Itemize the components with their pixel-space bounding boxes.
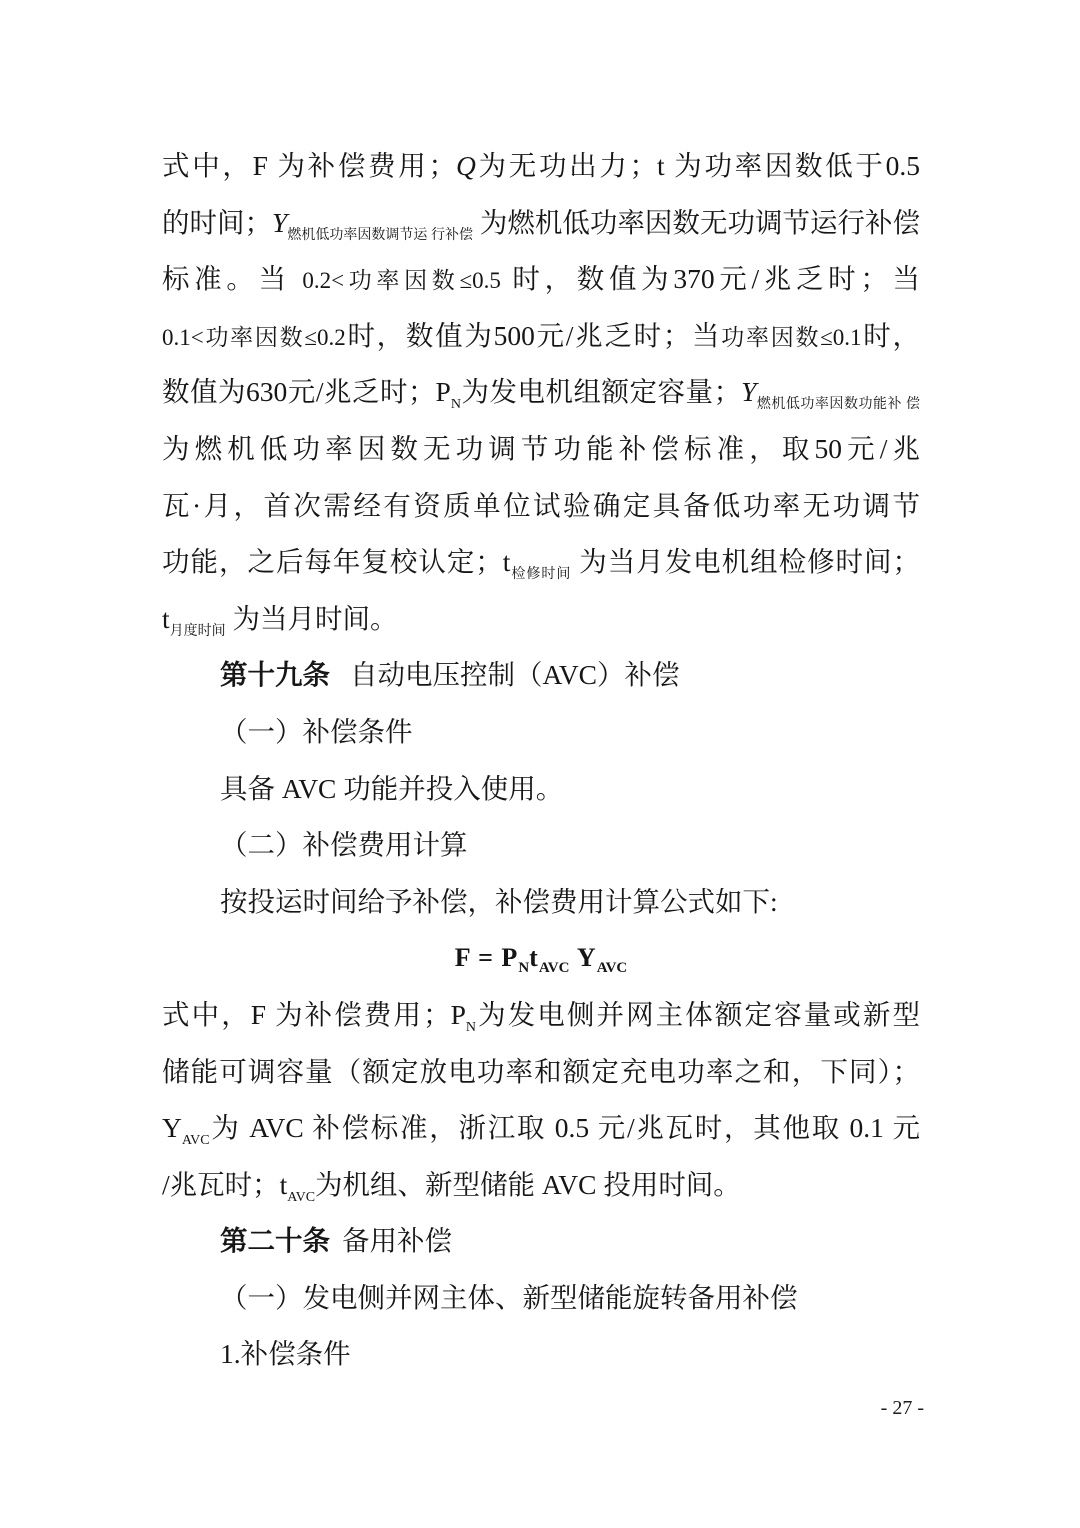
text-segment: Y (162, 1112, 182, 1144)
text-line (162, 1044, 920, 1101)
text-segment: 为无功出力；t 为功率因数低于0.5 (475, 150, 920, 181)
text-line (162, 195, 920, 252)
text-segment: 按投运时间给予补偿，补偿费用计算公式如下: (220, 885, 778, 917)
text-segment: 的时间； (162, 206, 273, 238)
text-line (162, 817, 920, 874)
text-segment: F = P (454, 943, 519, 973)
text-line (162, 1326, 920, 1383)
formula-line (162, 930, 920, 987)
text-segment: 备用补偿 (342, 1225, 452, 1257)
text-segment: 时，数值为370元/兆乏时；当 (500, 263, 920, 295)
article-20-heading (162, 1213, 920, 1270)
subscript-text: N (465, 1019, 476, 1035)
subscript-text: AVC (538, 960, 570, 977)
subscript-text: 燃机低功率因数调节运 行补偿 (287, 227, 473, 243)
text-segment: 时，数值为500元/兆乏时；当 (345, 319, 722, 351)
text-line (162, 534, 920, 591)
text-segment: 功率因数≤0.1 (721, 324, 862, 350)
subscript-text: AVC (596, 960, 628, 977)
subscript-text: N (518, 960, 530, 977)
text-line (162, 1270, 920, 1327)
article-19-heading (162, 647, 920, 704)
text-segment: t (529, 943, 539, 973)
text-segment: Q (455, 150, 476, 181)
text-segment: /兆瓦时；t (162, 1168, 288, 1200)
text-segment: 为当月发电机组检修时间； (571, 546, 920, 578)
text-segment: Y (569, 943, 597, 973)
text-segment: 储能可调容量（额定放电功率和额定充电功率之和，下同）； (162, 1055, 920, 1087)
subscript-text: AVC (287, 1189, 316, 1205)
text-segment: 为发电侧并网主体额定容量或新型 (476, 998, 920, 1030)
text-segment: 式中，F 为补偿费用； (162, 150, 456, 181)
text-segment: Y (741, 376, 757, 408)
text-segment: 自动电压控制（AVC）补偿 (350, 659, 680, 691)
text-segment: 为当月时间。 (225, 602, 398, 634)
text-line (162, 591, 920, 648)
text-line (162, 478, 920, 535)
text-line (162, 874, 920, 931)
text-line (162, 251, 920, 308)
subscript-text: N (450, 397, 461, 413)
text-segment: 第二十条 (220, 1225, 330, 1257)
page-number: - 27 - (880, 1397, 924, 1419)
text-segment: 为发电机组额定容量； (460, 376, 742, 408)
text-segment: t (162, 602, 170, 634)
text-segment: Y (272, 206, 288, 238)
text-segment: 为燃机低功率因数无功调节运行补偿 (472, 206, 920, 238)
text-segment: 标准。当 (162, 263, 303, 295)
text-segment: 瓦·月，首次需经有资质单位试验确定具备低功率无功调节 (162, 489, 920, 521)
document-body (162, 138, 920, 1383)
text-segment: 为燃机低功率因数无功调节功能补偿标准，取50元/兆 (162, 432, 920, 464)
text-segment: 为 AVC 补偿标准，浙江取 0.5 元/兆瓦时，其他取 0.1 元 (209, 1112, 920, 1144)
text-segment: （二）补偿费用计算 (220, 829, 468, 861)
text-line (162, 308, 920, 365)
text-line (162, 761, 920, 818)
text-segment: 1.补偿条件 (220, 1338, 351, 1370)
text-segment: 具备 AVC 功能并投入使用。 (220, 772, 564, 804)
text-segment: 第十九条 (220, 659, 330, 691)
text-line (162, 987, 920, 1044)
text-line (162, 1157, 920, 1214)
text-segment: （一）发电侧并网主体、新型储能旋转备用补偿 (220, 1281, 798, 1313)
text-segment: 式中，F 为补偿费用；P (162, 998, 466, 1030)
text-line (162, 421, 920, 478)
subscript-text: 燃机低功率因数功能补 偿 (756, 397, 920, 413)
subscript-text: 月度时间 (169, 623, 226, 639)
text-segment: （一）补偿条件 (220, 715, 413, 747)
text-segment: 为机组、新型储能 AVC 投用时间。 (315, 1168, 741, 1200)
subscript-text: 检修时间 (510, 567, 572, 583)
text-segment: 0.2<功率因数≤0.5 (302, 268, 501, 294)
text-segment: 数值为630元/兆乏时；P (162, 376, 451, 408)
text-segment: 时， (861, 319, 920, 351)
text-line (162, 364, 920, 421)
text-line (162, 1100, 920, 1157)
text-segment: 功能，之后每年复校认定；t (162, 546, 511, 578)
text-segment: 0.1<功率因数≤0.2 (162, 324, 346, 350)
subscript-text: AVC (181, 1133, 210, 1149)
text-line (162, 138, 920, 195)
text-line (162, 704, 920, 761)
